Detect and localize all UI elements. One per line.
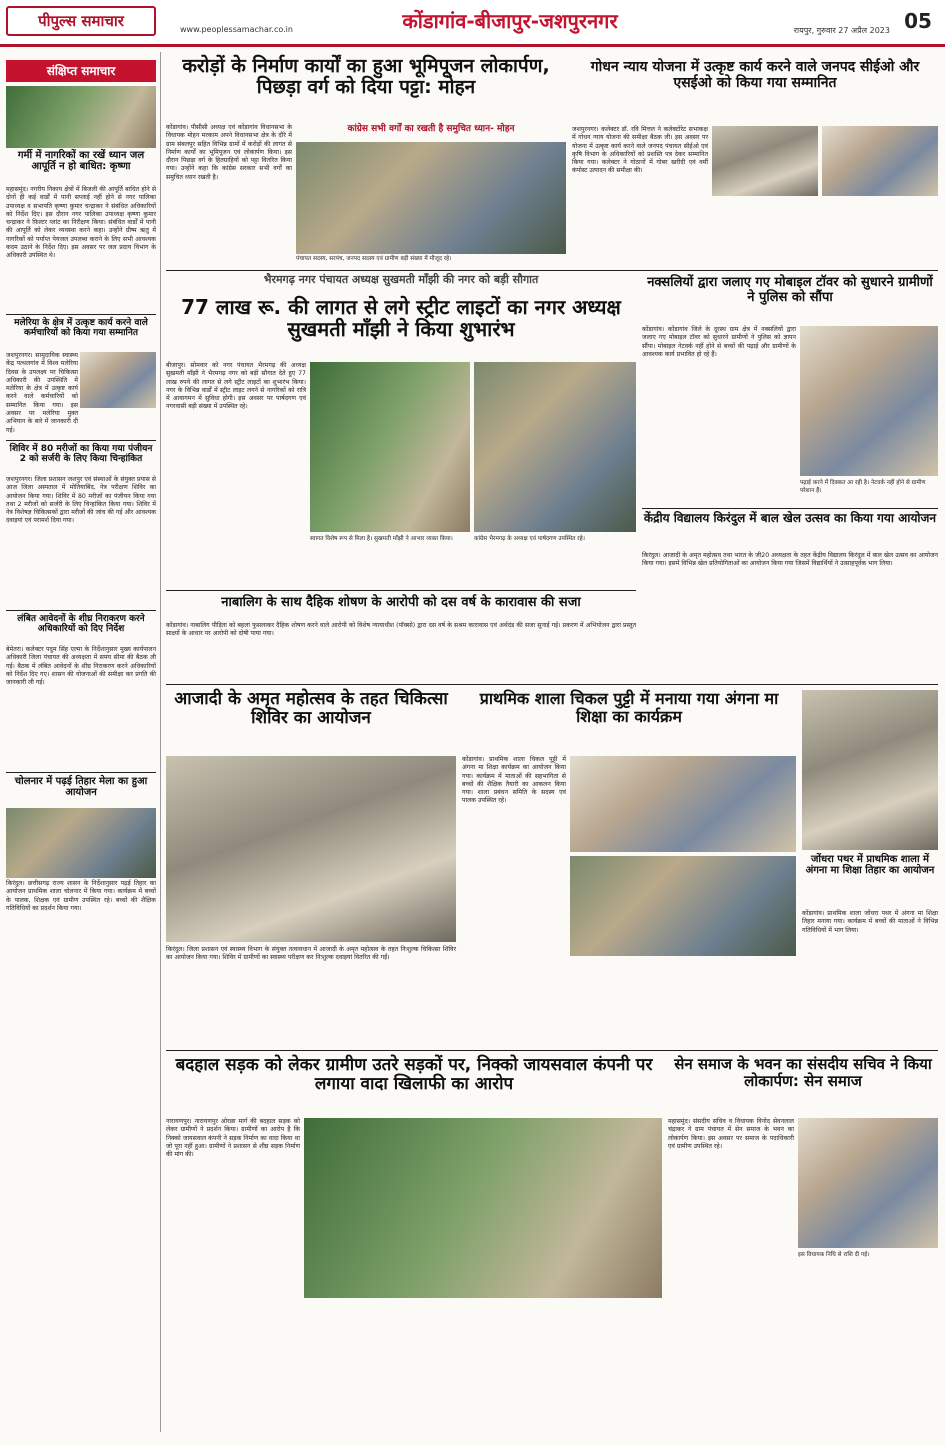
site-url[interactable]: www.peoplessamachar.co.in <box>180 25 293 34</box>
story-jondhra-headline: जोंधरा पथर में प्राथमिक शाला में अंगना मा शिक्षा तिहार का आयोजन <box>805 854 935 877</box>
tower-protest-photo <box>800 326 938 476</box>
story-streetlight-body: बीजापुर। सोमवार को नगर पंचायत भैरमगढ़ की अध्यक्ष सुखमती माँझी ने भैरमगढ़ नगर को बड़ी सौगात देते हुए 77 लाख रुपये की लागत से लगे स्ट्रीट लाइटों का शुभारंभ किया। नगर के विभिन्न वार्डों में स्ट्रीट लाइट लगने से नागरिकों को रात्रि में आवागमन में सुविधा होगी। इस अवसर पर पार्षदगण एवं नगरवासी बड़ी संख्या में उपस्थित रहे। <box>166 362 306 411</box>
story-bhoomipujan-body: कोंडागांव। पीसीसी अध्यक्ष एवं कोंडागांव विधानसभा के विधायक मोहन मरकाम अपने विधानसभा क्षेत्र के दौरे में ग्राम संबलपुर सहित विभिन्न ग्रामों में करोड़ों की लागत से निर्माण कार्यों का भूमिपूजन एवं लोकार्पण किया। इस दौरान पिछड़ा वर्ग के हितग्राहियों को पट्टा वितरित किया गया। उन्होंने कहा कि कांग्रेस सरकार सभी वर्गों का समुचित ध्यान रखती है। <box>166 124 292 181</box>
tower-caption: पढ़ाई करने में दिक्कत आ रही है। नेटवर्क नहीं होने से ग्रामीण परेशान हैं। <box>800 480 926 494</box>
section-rule <box>166 1050 938 1051</box>
story-godhan-headline: गोधन न्याय योजना में उत्कृष्ट कार्य करने वाले जनपद सीईओ और एसईओ को किया गया सम्मानित <box>590 59 920 91</box>
story-padhai-tihar-body: किरंदुल। छत्तीसगढ़ राज्य शासन के निर्देशानुसार पढ़ई तिहार का आयोजन प्राथमिक शाला चोलनार में किया गया। कार्यक्रम में बच्चों के पालक, शिक्षक एवं ग्रामीण उपस्थित रहे। बच्चों की शैक्षिक गतिविधियों का प्रदर्शन किया गया। <box>6 880 156 912</box>
story-eye-camp-headline: शिविर में 80 मरीजों का किया गया पंजीयन 2 को सर्जरी के लिए किया चिन्हांकित <box>9 444 153 465</box>
story-court-body: कोंडागांव। नाबालिग पीड़िता को बहला फुसलाकर दैहिक शोषण करने वाले आरोपी को विशेष न्यायाधीश (पॉक्सो) द्वारा दस वर्ष के सश्रम कारावास एवं अर्थदंड की सजा सुनाई गई। प्रकरण में अभियोजन द्वारा प्रस्तुत साक्ष्यों के आधार पर आरोपी को दोषी पाया गया। <box>166 622 636 638</box>
story-godhan-body: जशपुरनगर। कलेक्टर डॉ. रवि मित्तल ने कलेक्टोरेट सभाकक्ष में गोधन न्याय योजना की समीक्षा बैठक ली। इस अवसर पर योजना में उत्कृष्ट कार्य करने वाले जनपद पंचायत सीईओ एवं कृषि विभाग के अधिकारियों को प्रशस्ति पत्र देकर सम्मानित किया गया। कलेक्टर ने गोठानों में गोबर खरीदी एवं वर्मी कंपोस्ट उत्पादन की समीक्षा की। <box>572 126 708 175</box>
story-water-headline: गर्मी में नागरिकों का रखें ध्यान जल आपूर्ति न हो बाधित: कृष्णा <box>17 150 145 173</box>
section-rule <box>166 270 938 271</box>
bhoomipujan-photo <box>296 142 566 254</box>
story-godhan-body-cont <box>712 200 938 266</box>
water-plant-photo <box>6 86 156 148</box>
column-rule <box>160 52 161 1432</box>
story-jondhra-body: कोंडागांव। प्राथमिक शाला जोंधरा पथर में अंगना मा शिक्षा तिहार मनाया गया। कार्यक्रम में बच्चों की माताओं ने विभिन्न गतिविधियों में भाग लिया। <box>802 910 938 934</box>
story-medical-camp-body: किरंदुल। जिला प्रशासन एवं स्वास्थ्य विभाग के संयुक्त तत्वावधान में आजादी के अमृत महोत्सव के तहत निःशुल्क चिकित्सा शिविर का आयोजन किया गया। शिविर में ग्रामीणों का स्वास्थ्य परीक्षण कर निःशुल्क दवाइयां वितरित की गईं। <box>166 946 456 962</box>
story-padhai-tihar-headline: चोलनार में पढ़ई तिहार मेला का हुआ आयोजन <box>14 776 148 799</box>
angna-photo-1 <box>570 756 796 852</box>
angna-photo-2 <box>570 856 796 956</box>
road-protest-photo <box>304 1118 662 1298</box>
story-road-protest-headline: बदहाल सड़क को लेकर ग्रामीण उतरे सड़कों पर, निक्को जायसवाल कंपनी पर लगाया वादा खिलाफी का आरोप <box>175 1055 653 1095</box>
story-kv-headline: केंद्रीय विद्यालय किरंदुल में बाल खेल उत्सव का किया गया आयोजन <box>643 511 937 525</box>
story-angna-body-cont <box>570 960 796 1046</box>
streetlight-caption-2: कांग्रेस भैरमगढ़ के अध्यक्ष एवं पार्षदगण उपस्थित रहे। <box>474 536 585 542</box>
padhai-tihar-photo <box>6 808 156 878</box>
divider <box>6 772 156 773</box>
story-malaria-body: जशपुरनगर। सामुदायिक स्वास्थ्य केंद्र पत्थलगांव में विश्व मलेरिया दिवस के उपलक्ष्य पर चिकित्सा अधिकारी की उपस्थिति में मलेरिया के क्षेत्र में उत्कृष्ट कार्य करने वाले कर्मचारियों को सम्मानित किया गया। इस अवसर पर मलेरिया मुक्त अभियान के बारे में जानकारी दी गई। <box>6 352 78 434</box>
story-tower-body: कोंडागांव। कोंडागांव जिले के दूरस्थ ग्राम क्षेत्र में नक्सलियों द्वारा जलाए गए मोबाइल टॉवर को सुधारने ग्रामीणों ने पुलिस को ज्ञापन सौंपा। मोबाइल नेटवर्क नहीं होने से बच्चों की पढ़ाई और ग्रामीणों के आवश्यक कार्य प्रभावित हो रहे हैं। <box>642 326 796 358</box>
masthead <box>0 0 945 47</box>
malaria-award-photo <box>80 352 156 408</box>
godhan-meeting-photo-2 <box>822 126 938 196</box>
story-streetlight-kicker: भैरमगढ़ नगर पंचायत अध्यक्ष सुखमती माँझी की नगर को बड़ी सौगात <box>263 273 539 286</box>
jondhra-school-photo <box>802 690 938 850</box>
godhan-meeting-photo-1 <box>712 126 818 196</box>
section-rule <box>166 590 636 591</box>
story-road-protest-body: नारायणपुर। नारायणपुर ओरछा मार्ग की बदहाल सड़क को लेकर ग्रामीणों ने प्रदर्शन किया। ग्रामीणों का आरोप है कि निक्को जायसवाल कंपनी ने सड़क निर्माण का वादा किया था जो पूरा नहीं हुआ। ग्रामीणों ने प्रशासन से शीघ्र सड़क निर्माण की मांग की। <box>166 1118 300 1159</box>
story-road-protest-body-cont <box>166 1310 662 1430</box>
story-tower-headline: नक्सलियों द्वारा जलाए गए मोबाइल टॉवर को सुधारने ग्रामीणों ने पुलिस को सौंपा <box>647 275 933 305</box>
story-sen-samaj-body: महासमुंद। संसदीय सचिव व विधायक विनोद सेवनलाल चंद्राकर ने ग्राम पंचायत में सेन समाज के भवन का लोकार्पण किया। इस अवसर पर समाज के पदाधिकारी एवं ग्रामीण उपस्थित रहे। <box>668 1118 794 1150</box>
story-malaria-headline: मलेरिया के क्षेत्र में उत्कृष्ट कार्य करने वाले कर्मचारियों को किया गया सम्मानित <box>14 318 148 339</box>
story-applications-body: बेमेतरा। कलेक्टर पदुम सिंह एल्मा के निर्देशानुसार मुख्य कार्यपालन अधिकारी जिला पंचायत की अध्यक्षता में समय सीमा की बैठक ली गई। बैठक में लंबित आवेदनों के शीघ्र निराकरण करने अधिकारियों को निर्देश दिए गए। शासन की योजनाओं की समीक्षा कर प्रगति की जानकारी ली गई। <box>6 646 156 687</box>
story-eye-camp-body: जशपुरनगर। जिला प्रशासन जशपुर एवं संस्थाओं के संयुक्त प्रयास से आज जिला अस्पताल में मोतियाबिंद, नेत्र परीक्षण शिविर का आयोजन किया गया। शिविर में 80 मरीजों का पंजीयन किया गया तथा 2 मरीजों को सर्जरी के लिए चिन्हांकित किया गया। शिविर में नेत्र विशेषज्ञ चिकित्सकों द्वारा मरीजों की जांच की गई और आवश्यक दवाइयां एवं परामर्श दिया गया। <box>6 476 156 525</box>
section-title: कोंडागांव-बीजापुर-जशपुरनगर <box>402 9 618 33</box>
story-bhoomipujan-caption: पंचायत सदस्य, सरपंच, जनपद सदस्य एवं ग्रामीण बड़ी संख्या में मौजूद रहे। <box>296 256 452 262</box>
story-malaria-body-cont <box>6 422 156 438</box>
streetlight-inauguration-photo-2 <box>474 362 636 532</box>
story-water-body: महासमुंद। नगरीय निकाय क्षेत्रों में बिजली की आपूर्ति बाधित होने से दोनों ही कई वार्डों में पानी सप्लाई नहीं होने से नगर पालिका उपाध्यक्ष व सभापति कृष्णा कुमार चन्द्राकर ने संबंधित अधिकारियों को निर्देश दिए। इस दौरान नगर पालिका उपाध्यक्ष कृष्णा कुमार चन्द्राकर ने फ़िल्टर प्लांट का निरीक्षण किया। संबंधित वार्डों में पानी की आपूर्ति को लेकर व्यवस्था करने कहा। उन्होंने ग्रीष्म ऋतु में नागरिकों को पर्याप्त पेयजल उपलब्ध कराने के लिए सभी आवश्यक कदम उठाने के निर्देश दिए। इस अवसर पर जल प्रदाय विभाग के अधिकारी उपस्थित थे। <box>6 186 156 260</box>
divider <box>6 314 156 315</box>
sen-samaj-caption: इस विधायक निधि से राशि दी गई। <box>798 1252 870 1258</box>
section-rule <box>166 684 938 685</box>
story-court-headline: नाबालिग के साथ दैहिक शोषण के आरोपी को दस वर्ष के कारावास की सजा <box>221 595 581 610</box>
story-applications-headline: लंबित आवेदनों के शीघ्र निराकरण करने अधिकारियों को दिए निर्देश <box>17 614 145 635</box>
brief-news-banner: संक्षिप्त समाचार <box>6 60 156 82</box>
sen-samaj-photo <box>798 1118 938 1248</box>
newspaper-logo[interactable]: पीपुल्स समाचार <box>6 6 156 36</box>
story-bhoomipujan-headline: करोड़ों के निर्माण कार्यों का हुआ भूमिपूजन लोकार्पण, पिछड़ा वर्ग को दिया पट्टा: मोहन <box>182 55 550 99</box>
story-streetlight-headline: 77 लाख रू. की लागत से लगे स्ट्रीट लाइटों का नगर अध्यक्ष सुखमती माँझी ने किया शुभारंभ <box>181 295 621 342</box>
story-medical-camp-headline: आजादी के अमृत महोत्सव के तहत चिकित्सा शिविर का आयोजन <box>174 689 448 729</box>
divider <box>6 440 156 441</box>
story-sen-samaj-body-cont <box>798 1268 938 1428</box>
story-angna-body: कोंडागांव। प्राथमिक शाला चिकल पुट्टी में अंगना मा शिक्षा कार्यक्रम का आयोजन किया गया। कार्यक्रम में माताओं की सहभागिता से बच्चों की शैक्षिक तैयारी का आकलन किया गया। शाला प्रबंधन समिति के सदस्य एवं पालक उपस्थित रहे। <box>462 756 566 805</box>
story-angna-headline: प्राथमिक शाला चिकल पुट्टी में मनाया गया अंगना मा शिक्षा का कार्यक्रम <box>479 689 779 726</box>
story-kv-body: किरंदुल। आजादी के अमृत महोत्सव तथा भारत के जी20 अध्यक्षता के तहत केंद्रीय विद्यालय किरंदुल में बाल खेल उत्सव का आयोजन किया गया। इसमें विभिन्न खेल प्रतियोगिताओं का आयोजन किया गया जिसमें विद्यार्थियों ने उत्साहपूर्वक भाग लिया। <box>642 552 938 568</box>
divider <box>642 508 938 509</box>
story-bhoomipujan-deck: कांग्रेस सभी वर्गों का रखती है समुचित ध्यान- मोहन <box>347 124 515 134</box>
streetlight-caption-1: स्वागत विशेष रूप से मिला है। सुखमती माँझी ने आभार व्यक्त किया। <box>310 536 453 542</box>
story-sen-samaj-headline: सेन समाज के भवन का संसदीय सचिव ने किया लोकार्पण: सेन समाज <box>674 1055 932 1090</box>
page-number: 05 <box>904 9 932 33</box>
dateline: रायपुर, गुरुवार 27 अप्रैल 2023 <box>793 26 890 35</box>
streetlight-inauguration-photo-1 <box>310 362 470 532</box>
medical-camp-photo <box>166 756 456 942</box>
divider <box>6 610 156 611</box>
